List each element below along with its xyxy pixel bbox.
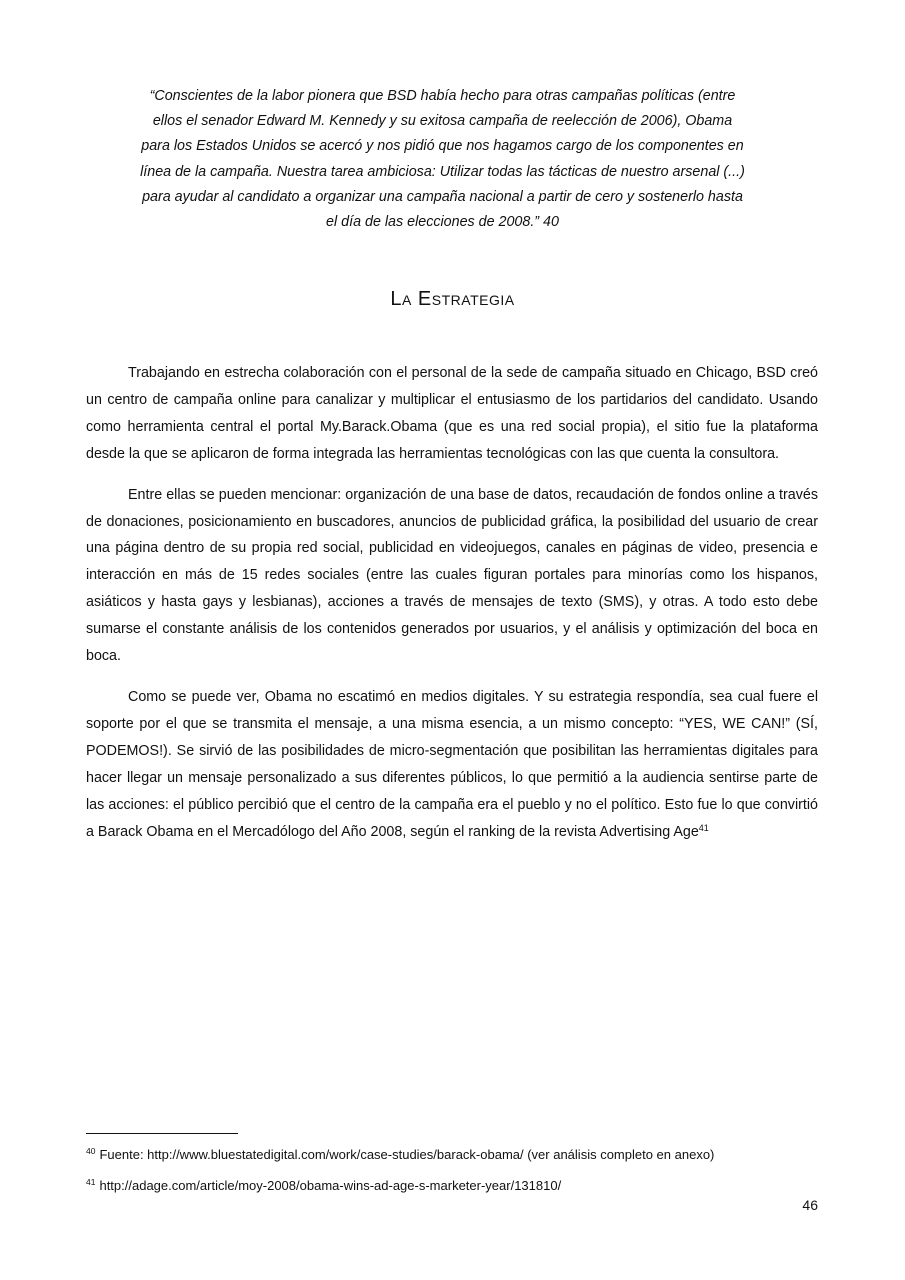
body-text <box>86 360 818 859</box>
footnote-text: Fuente: http://www.bluestatedigital.com/work/case-studies/barack-obama/ (ver análisis completo en anexo) <box>99 1147 715 1162</box>
footnote-reference: 41 <box>698 822 709 833</box>
footnote <box>86 1177 561 1195</box>
paragraph: Trabajando en estrecha colaboración con el personal de la sede de campaña situado en Chicago, BSD creó un centro de campaña online para canalizar y multiplicar el entusiasmo de los partidarios del candidato. Usando como herramienta central el portal My.Barack.Obama (que es una red social propia), el sitio fue la plataforma desde la que se aplicaron de forma integrada las herramientas tecnológicas con las que cuenta la consultora. <box>86 365 818 462</box>
block-quote: “Conscientes de la labor pionera que BSD había hecho para otras campañas políticas (entre ellos el senador Edward M. Kennedy y su exitosa campaña de reelección de 2006), Obama para los Estados Unidos se acercó y nos pidió que nos hagamos cargo de los componentes en línea de la campaña. Nuestra tarea ambiciosa: Utilizar todas las tácticas de nuestro arsenal (...) para ayudar al candidato a organizar una campaña nacional a partir de cero y sostenerlo hasta el día de las elecciones de 2008.” 40 <box>140 88 745 231</box>
footnote-text: http://adage.com/article/moy-2008/obama-wins-ad-age-s-marketer-year/131810/ <box>99 1178 562 1193</box>
footnote-number: 41 <box>86 1177 96 1187</box>
footnote-divider <box>86 1133 238 1134</box>
page-number: 46 <box>802 1197 818 1213</box>
paragraph-text: Como se puede ver, Obama no escatimó en medios digitales. Y su estrategia respondía, sea cual fuere el soporte por el que se transmita el mensaje, a una misma esencia, a un mismo concepto: “YES, WE CAN!” (SÍ, PODEMOS!). Se sirvió de las posibilidades de micro-segmentación que posibilitan las herramientas digitales para hacer llegar un mensaje personalizado a sus diferentes públicos, lo que permitió a la audiencia sentirse parte de las acciones: el público percibió que el centro de la campaña era el pueblo y no el político. Esto fue lo que convirtió a Barack Obama en el Mercadólogo del Año 2008, según el ranking de la revista Advertising Age <box>86 688 818 840</box>
section-heading: La Estrategia <box>390 288 515 310</box>
paragraph <box>86 684 818 845</box>
paragraph: Entre ellas se pueden mencionar: organización de una base de datos, recaudación de fondos online a través de donaciones, posicionamiento en buscadores, anuncios de publicidad gráfica, la posibilidad del usuario de crear una página dentro de su propia red social, publicidad en videojuegos, canales en páginas de video, presencia e interacción en más de 15 redes sociales (entre las cuales figuran portales para minorías como los hispanos, asiáticos y hasta gays y lesbianas), acciones a través de mensajes de texto (SMS), y otras. A todo esto debe sumarse el constante análisis de los contenidos generados por usuarios, y el análisis y optimización del boca en boca. <box>86 486 818 665</box>
footnote-number: 40 <box>86 1146 96 1156</box>
footnote <box>86 1146 714 1164</box>
